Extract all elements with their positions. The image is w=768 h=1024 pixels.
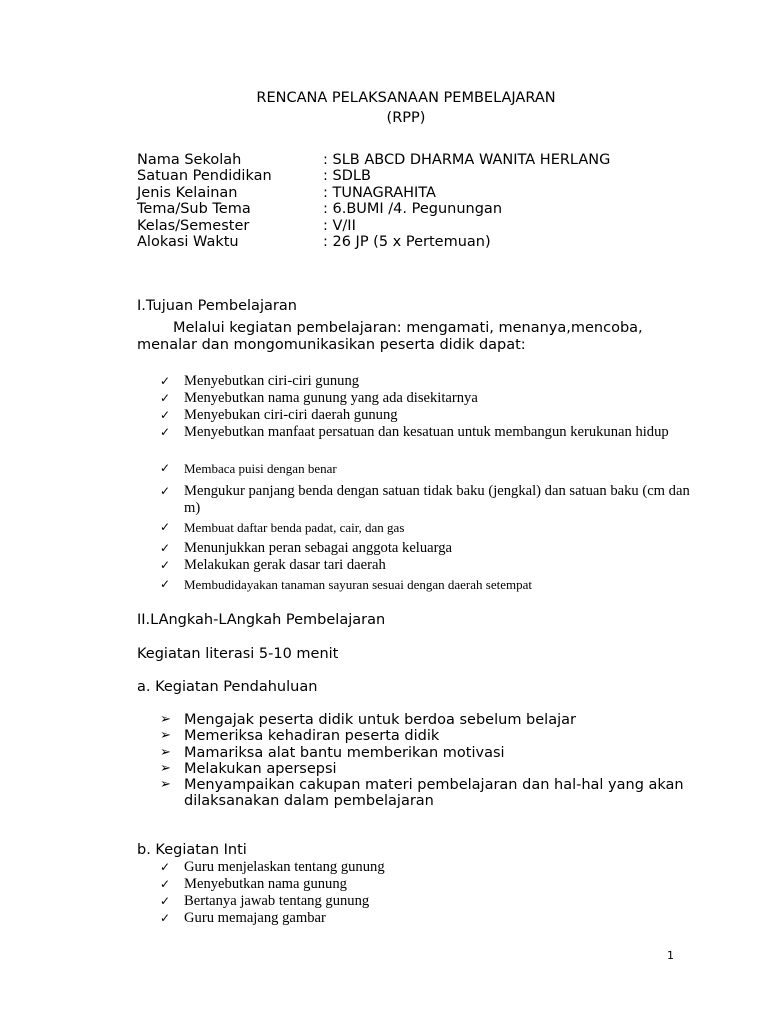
list-item-text: Mengajak peserta didik untuk berdoa sebelum belajar [184, 712, 576, 728]
list-item [160, 745, 684, 761]
list-item-text: Menyebukan ciri-ciri daerah gunung [184, 407, 398, 423]
info-value: : SDLB [323, 168, 371, 185]
info-value: : TUNAGRAHITA [323, 184, 436, 201]
info-value: : V/II [323, 217, 356, 234]
list-item [160, 712, 684, 728]
check-icon: ✓ [160, 577, 171, 591]
list-item [160, 576, 704, 593]
list-item-text: Bertanya jawab tentang gunung [184, 893, 370, 909]
list-item-text: Mengukur panjang benda dengan satuan tidak baku (jengkal) dan satuan baku (cm dan m) [184, 483, 690, 516]
list-item [160, 859, 704, 876]
section-heading-objectives: I.Tujuan Pembelajaran [137, 298, 297, 314]
list-item [160, 728, 684, 744]
check-icon: ✓ [160, 558, 171, 572]
arrow-bullet-icon: ➢ [160, 777, 171, 793]
list-item-text: Menunjukkan peran sebagai anggota keluarga [184, 540, 452, 556]
list-item-text: Guru memajang gambar [184, 910, 326, 926]
list-item-text: Menyebutkan nama gunung [184, 876, 347, 892]
list-item-text: Menyampaikan cakupan materi pembelajaran dan hal-hal yang akan dilaksanakan dalam pembelajaran [184, 777, 684, 810]
list-item [160, 407, 704, 424]
info-label: Tema/Sub Tema [137, 201, 251, 218]
list-item [160, 373, 704, 390]
objectives-list [160, 373, 704, 441]
info-label: Satuan Pendidikan [137, 168, 272, 185]
list-item [160, 540, 704, 557]
arrow-bullet-icon: ➢ [160, 760, 171, 776]
info-value: : SLB ABCD DHARMA WANITA HERLANG [323, 152, 611, 168]
info-label: Jenis Kelainan [137, 184, 238, 201]
info-row [137, 152, 610, 168]
list-item [160, 777, 684, 810]
arrow-bullet-icon: ➢ [160, 712, 171, 727]
list-item-text: Melakukan gerak dasar tari daerah [184, 557, 386, 573]
intro-activity-heading: a. Kegiatan Pendahuluan [137, 679, 318, 695]
info-row [137, 168, 610, 184]
list-item-text: Melakukan apersepsi [184, 760, 337, 777]
info-row [137, 185, 610, 201]
info-value: : 6.BUMI /4. Pegunungan [323, 201, 503, 218]
info-label: Nama Sekolah [137, 152, 242, 168]
arrow-bullet-icon: ➢ [160, 728, 171, 744]
list-item [160, 761, 684, 777]
list-item-text: Mamariksa alat bantu memberikan motivasi [184, 744, 505, 761]
page-number: 1 [667, 949, 674, 962]
document-title: RENCANA PELAKSANAAN PEMBELAJARAN [256, 90, 556, 106]
core-activity-heading: b. Kegiatan Inti [137, 842, 247, 858]
intro-activity-list [160, 712, 684, 810]
core-activity-list [160, 859, 704, 927]
list-item [160, 460, 704, 477]
list-item [160, 483, 704, 517]
info-row [137, 201, 610, 217]
objectives-list-continued [160, 483, 704, 517]
check-icon: ✓ [160, 894, 171, 908]
check-icon: ✓ [160, 911, 171, 925]
objectives-list-continued [160, 576, 704, 593]
list-item-text: Membudidayakan tanaman sayuran sesuai dengan daerah setempat [184, 577, 532, 592]
check-icon: ✓ [160, 425, 171, 439]
list-item-text: Menyebutkan manfaat persatuan dan kesatuan untuk membangun kerukunan hidup [184, 424, 669, 440]
document-subtitle: (RPP) [386, 110, 426, 126]
check-icon: ✓ [160, 408, 171, 422]
list-item [160, 557, 704, 574]
list-item-text: Membuat daftar benda padat, cair, dan gas [184, 520, 405, 535]
list-item [160, 390, 704, 407]
list-item [160, 876, 704, 893]
check-icon: ✓ [160, 520, 171, 534]
list-item [160, 519, 704, 536]
objectives-list-continued [160, 540, 704, 574]
info-label: Alokasi Waktu [137, 234, 239, 251]
objectives-list-continued [160, 519, 704, 536]
info-row [137, 218, 610, 234]
check-icon: ✓ [160, 877, 171, 891]
literacy-note: Kegiatan literasi 5-10 menit [137, 646, 339, 662]
check-icon: ✓ [160, 461, 171, 475]
arrow-bullet-icon: ➢ [160, 744, 171, 760]
info-label: Kelas/Semester [137, 217, 250, 234]
info-table [137, 152, 610, 250]
objectives-intro-line1: Melalui kegiatan pembelajaran: mengamati, menanya,mencoba, [173, 320, 643, 336]
check-icon: ✓ [160, 484, 171, 498]
list-item-text: Menyebutkan ciri-ciri gunung [184, 373, 360, 389]
check-icon: ✓ [160, 391, 171, 405]
info-value: : 26 JP (5 x Pertemuan) [323, 234, 491, 251]
list-item [160, 910, 704, 927]
list-item [160, 424, 704, 441]
info-row [137, 234, 610, 250]
section-heading-steps: II.LAngkah-LAngkah Pembelajaran [137, 612, 386, 628]
list-item-text: Menyebutkan nama gunung yang ada disekitarnya [184, 390, 478, 406]
list-item-text: Memeriksa kehadiran peserta didik [184, 728, 440, 745]
objectives-list-continued [160, 460, 704, 477]
check-icon: ✓ [160, 860, 171, 874]
check-icon: ✓ [160, 374, 171, 388]
objectives-intro-line2: menalar dan mongomunikasikan peserta didik dapat: [137, 337, 526, 353]
list-item [160, 893, 704, 910]
list-item-text: Guru menjelaskan tentang gunung [184, 859, 385, 875]
list-item-text: Membaca puisi dengan benar [184, 461, 337, 476]
check-icon: ✓ [160, 541, 171, 555]
